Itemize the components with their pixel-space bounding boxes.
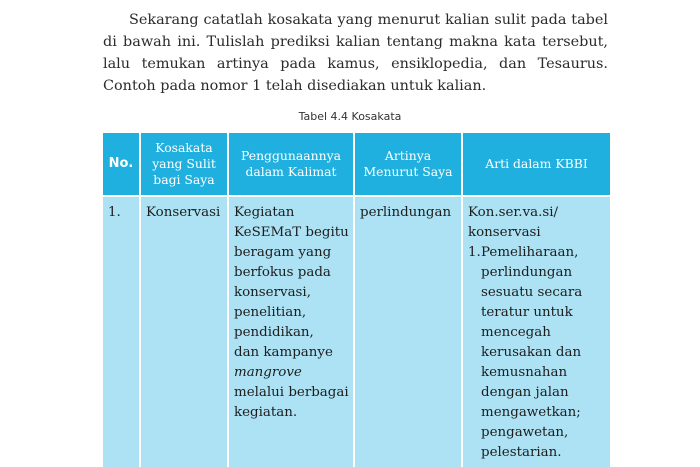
table-row [103, 196, 610, 467]
header-penggunaan-line: Penggunaannya [240, 148, 342, 163]
header-kosakata [140, 133, 228, 196]
usage-line: dan kampanye [234, 345, 333, 360]
header-artinya [354, 133, 462, 196]
cell-penggunaan [228, 196, 354, 467]
kbbi-def-line: dengan jalan [481, 385, 569, 400]
kbbi-def-line: mengawetkan; [481, 405, 581, 420]
usage-line: Kegiatan [234, 205, 295, 220]
header-artinya-line: Artinya [384, 148, 432, 163]
header-artinya-line: Menurut Saya [363, 164, 453, 179]
kbbi-def-line: mencegah [481, 325, 551, 340]
header-kbbi: Arti dalam KBBI [462, 133, 610, 196]
vocabulary-table [103, 133, 610, 467]
usage-line: pendidikan, [234, 325, 314, 340]
table-caption: Tabel 4.4 Kosakata [298, 110, 402, 123]
cell-no: 1. [103, 196, 140, 467]
kbbi-headword: Kon.ser.va.si/ [468, 205, 559, 220]
kbbi-headword: konservasi [468, 225, 541, 240]
usage-line: melalui berbagai [234, 385, 349, 400]
usage-line: KeSEMaT begitu [234, 225, 349, 240]
table-header-row [103, 133, 610, 196]
usage-italic-word: mangrove [234, 365, 302, 380]
kbbi-definition-text [481, 243, 582, 463]
kbbi-def-line: pengawetan, [481, 425, 569, 440]
header-kosakata-line: yang Sulit [152, 156, 216, 171]
kbbi-def-line: sesuatu secara [481, 285, 583, 300]
kbbi-def-line: pelestarian. [481, 445, 562, 460]
header-kosakata-line: Kosakata [155, 140, 213, 155]
cell-kbbi [462, 196, 610, 467]
kbbi-definition [468, 243, 604, 463]
header-penggunaan-line: dalam Kalimat [245, 164, 337, 179]
usage-line: beragam yang [234, 245, 332, 260]
usage-line: kegiatan. [234, 405, 298, 420]
kbbi-def-line: perlindungan [481, 265, 573, 280]
kbbi-def-line: teratur untuk [481, 305, 573, 320]
usage-line: penelitian, [234, 305, 307, 320]
kbbi-def-line: Pemeliharaan, [481, 245, 579, 260]
intro-paragraph: Sekarang catatlah kosakata yang menurut kalian sulit pada tabel di bawah ini. Tulislah prediksi kalian tentang makna kata tersebut, lalu temukan artinya pada kamus, ensiklopedia, dan Tesaurus. Contoh pada nomor 1 telah disediakan untuk kalian. [103, 12, 608, 94]
kbbi-def-line: kemusnahan [481, 365, 568, 380]
header-no: No. [103, 133, 140, 196]
usage-line: berfokus pada [234, 265, 331, 280]
header-kosakata-line: bagi Saya [153, 172, 215, 187]
cell-kosakata: Konservasi [140, 196, 228, 467]
usage-line: konservasi, [234, 285, 311, 300]
cell-artinya: perlindungan [354, 196, 462, 467]
header-penggunaan [228, 133, 354, 196]
kbbi-definition-number: 1. [468, 245, 481, 260]
kbbi-def-line: kerusakan dan [481, 345, 582, 360]
